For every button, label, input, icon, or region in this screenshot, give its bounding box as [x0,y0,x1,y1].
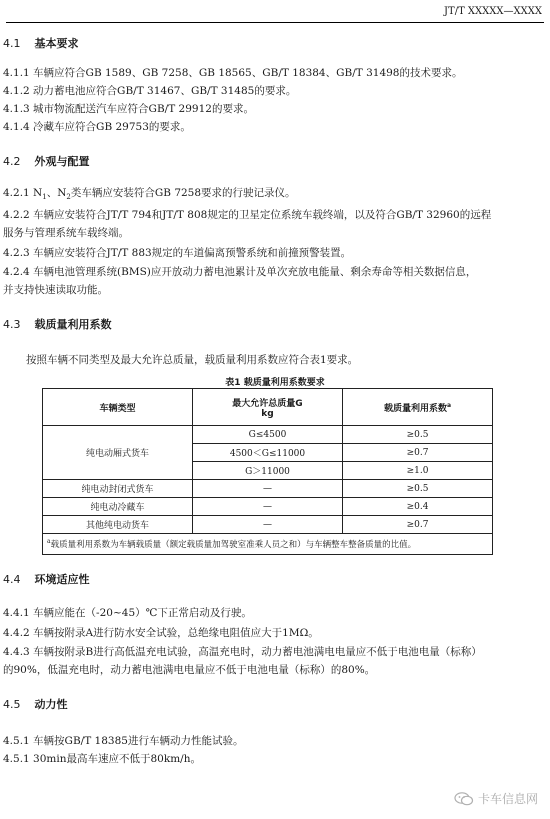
col-header-vehicle-type: 车辆类型 [43,389,193,426]
section-number: 4.4 [3,573,21,586]
section-title: 环境适应性 [34,573,90,586]
table-footnote-row [43,534,493,555]
mass-cell: — [193,516,343,534]
coef-cell: ≥0.5 [343,426,493,444]
section-number: 4.2 [3,155,21,168]
clause-4-2-4: 4.2.4 车辆电池管理系统(BMS)应开放动力蓄电池累计及单次充放电能量、剩余寿命等相关数据信息， [3,266,477,278]
section-4-3-heading [3,318,544,332]
doc-code: JT/T XXXXX—XXXX [444,6,542,17]
section-number: 4.5 [3,698,21,711]
watermark-text: 卡车信息网 [477,792,538,806]
clause-4-1-4: 4.1.4 冷藏车应符合GB 29753的要求。 [3,121,191,133]
clause-4-4-2: 4.4.2 车辆按附录A进行防水安全试验，总绝缘电阻值应大于1MΩ。 [3,627,319,639]
vehicle-type-cell: 纯电动封闭式货车 [43,480,193,498]
col-header-max-mass: 最大允许总质量G kg [193,389,343,426]
clause-4-4-3: 4.4.3 车辆按附录B进行高低温充电试验，高温充电时，动力蓄电池满电电量应不低于电池电量（标称） [3,646,482,658]
vehicle-type-cell: 纯电动厢式货车 [43,426,193,480]
mass-cell: G≤4500 [193,426,343,444]
section-4-3-intro: 按照车辆不同类型及最大允许总质量，载质量利用系数应符合表1要求。 [26,354,359,366]
coef-cell: ≥0.7 [343,444,493,462]
table-row [43,480,493,498]
coef-cell: ≥0.5 [343,480,493,498]
table-footnote: $^a$载质量利用系数为车辆载质量（额定载质量加驾驶室准乘人员之和）与车辆整车整备质量的比值。 [43,534,493,555]
clause-4-4-1: 4.4.1 车辆应能在（-20~45）℃下正常启动及行驶。 [3,607,252,619]
col-header-coefficient: 载质量利用系数$^a$ [343,389,493,426]
load-factor-table [42,388,493,555]
clause-4-1-2: 4.1.2 动力蓄电池应符合GB/T 31467、GB/T 31485的要求。 [3,85,297,97]
coef-cell: ≥0.7 [343,516,493,534]
clause-4-2-2: 4.2.2 车辆应安装符合JT/T 794和JT/T 808规定的卫星定位系统车载终端，以及符合GB/T 32960的远程 [3,209,492,221]
watermark [454,790,538,807]
mass-cell: — [193,480,343,498]
coef-cell: ≥1.0 [343,462,493,480]
section-4-1-heading [3,37,544,51]
section-number: 4.3 [3,318,21,331]
section-4-4-heading [3,573,544,587]
section-4-5-heading [3,698,544,712]
clause-4-2-4-cont: 并支持快速读取功能。 [3,284,108,296]
section-title: 基本要求 [34,37,79,50]
section-title: 外观与配置 [34,155,90,168]
clause-4-5-1-speed: 4.5.1 30min最高车速应不低于80km/h。 [3,753,201,765]
section-title: 动力性 [34,698,68,711]
table-row [43,498,493,516]
clause-4-1-3: 4.1.3 城市物流配送汽车应符合GB/T 29912的要求。 [3,103,254,115]
section-title: 载质量利用系数 [34,318,112,331]
clause-4-5-1: 4.5.1 车辆按GB/T 18385进行车辆动力性能试验。 [3,735,244,747]
mass-cell: 4500＜G≤11000 [193,444,343,462]
vehicle-type-cell: 其他纯电动货车 [43,516,193,534]
clause-4-2-1: 4.2.1 $N_1$、$N_2$类车辆应安装符合GB 7258要求的行驶记录仪。 [3,187,296,202]
section-4-2-heading [3,155,544,169]
table-row [43,426,493,444]
mass-cell: G＞11000 [193,462,343,480]
clause-4-2-2-cont: 服务与管理系统车载终端。 [3,227,129,239]
table-header-row [43,389,493,426]
mass-cell: — [193,498,343,516]
table-row [43,516,493,534]
clause-4-1-1: 4.1.1 车辆应符合GB 1589、GB 7258、GB 18565、GB/T 18384、GB/T 31498的技术要求。 [3,67,463,79]
section-number: 4.1 [3,37,21,50]
clause-4-2-3: 4.2.3 车辆应安装符合JT/T 883规定的车道偏离预警系统和前撞预警装置。 [3,247,352,259]
table-caption: 表1 载质量利用系数要求 [225,378,325,388]
header-rule [6,22,544,23]
wechat-icon [454,792,474,806]
clause-4-4-3-cont: 的90%，低温充电时，动力蓄电池满电电量应不低于电池电量（标称）的80%。 [3,664,376,676]
vehicle-type-cell: 纯电动冷藏车 [43,498,193,516]
coef-cell: ≥0.4 [343,498,493,516]
